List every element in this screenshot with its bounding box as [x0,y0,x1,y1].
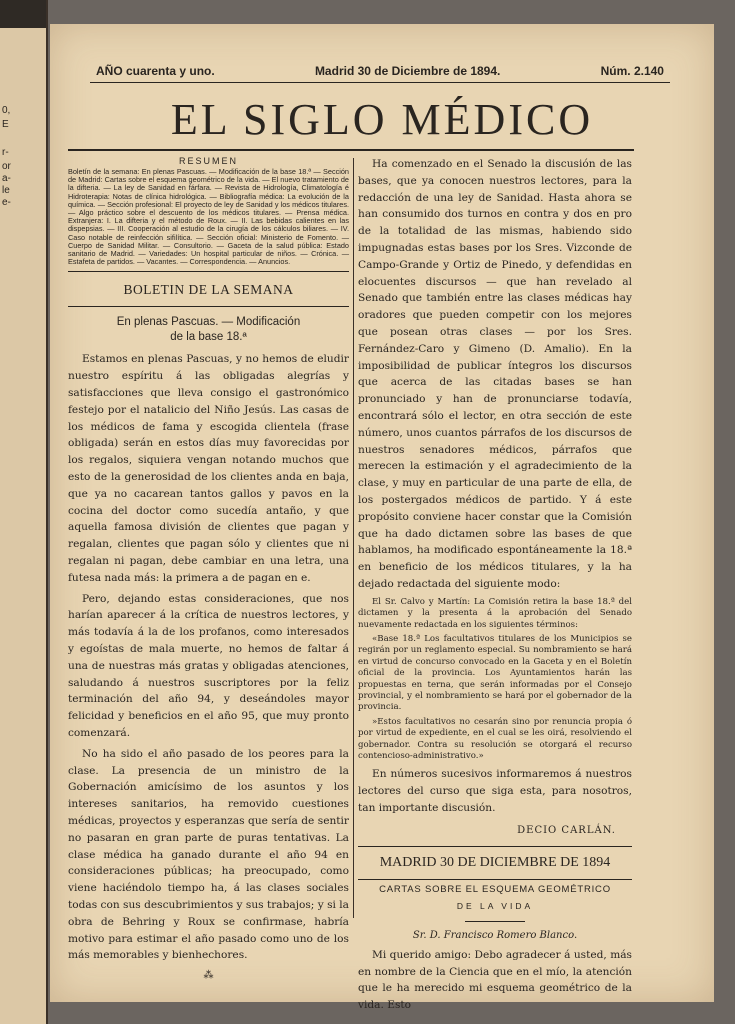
boletin-heading: BOLETIN DE LA SEMANA [123,282,294,298]
resumen-text: Boletín de la semana: En plenas Pascuas. — Modificación de la base 18.ª — Sección de Madrid: Cartas sobre el esquema geométrico de la vida. — El nuevo tratamiento de la difteria. — La ley de Sanidad en fárfara. — Revista de Hidrología, Climatología é Hidroterapia: Notas de clínica hidrológica. — Bibliografía médica: La evolución de la química. — Sección profesional: El proyecto de ley de Sanidad y los médicos titulares. — Algo práctico sobre el descuento de los médicos titulares. — Prensa médica. Extranjera: I. La difteria y el método de Roux. — II. Las bebidas calientes en las dispepsias. — III. Cooperación al estudio de la cirugía de los cálculos biliares. — IV. Caso notable de reinfección sifilítica. — Sección oficial: Ministerio de Fomento. — Cuerpo de Sanidad Militar. — Consultorio. — Gaceta de la salud pública: Estado sanitario de Madrid. — Variedades: Un hospital particular de niños. — Crónica. — Estafeta de partidos. — Vacantes. — Correspondencia. — Anuncios. [68,167,349,267]
masthead-number: Núm. 2.140 [600,64,664,78]
quote-paragraph: »Estos facultativos no cesarán sino por renuncia propia ó por virtud de expediente, en el cual se les oirá, resolviendo el gobernador. Contra su resolución se otorgará el recurso contencioso-administrativo.» [358,716,632,761]
resumen-rule [68,271,349,272]
masthead-year: AÑO cuarenta y uno. [96,64,215,78]
short-rule [465,921,525,922]
strip-fragment: r- [2,147,9,158]
vida-subheading: DE LA VIDA [456,900,534,911]
salutation: Sr. D. Francisco Romero Blanco. [412,929,578,941]
strip-fragment: e- [2,197,11,208]
boletin-paragraph: Estamos en plenas Pascuas, y no hemos de eludir nuestro espíritu á las obligadas alegrías y satisfacciones que lleva consigo el gastronómico festejo por el natalicio del Niño Jesús. Las casas de los médicos de fama y escogida clientela (frase obligada) serán en estos días muy favorecidas por los regalos, siquiera vengan notando muchos que esto de la generosidad de los clientes anda en baja, que ya no cacarean tantos gallos y pavos en la cocina del doctor como sucedía antaño, y que aquella famosa división de clientes que pagan y regalan, clientes que pagan sólo y clientes que ni regalan ni pagan, debe cambiar en una letra, una futesa nada más: la primera a de pagan en e. [68,353,349,584]
strip-fragment: or [2,161,11,172]
article-title-line-2: de la base 18.ª [170,331,247,344]
newspaper-page [50,24,714,1012]
scan-edge [0,0,46,28]
resumen-heading: RESUMEN [178,156,238,166]
madrid-heading: MADRID 30 DE DICIEMBRE DE 1894 [379,854,611,870]
article-title-line-1: En plenas Pascuas. — Modificación [116,316,301,329]
section-rule [358,879,632,880]
strip-fragment: 0, [2,105,11,116]
page-title: EL SIGLO MÉDICO [170,95,594,144]
strip-fragment: le [2,185,10,196]
strip-fragment: E [2,119,9,130]
article-heading [68,315,349,345]
senado-paragraph: Ha comenzado en el Senado la discusión de las bases, que ya conocen nuestros lectores, para la redacción de una ley de Sanidad. Hasta ahora se han consumido dos turnos en contra y dos en pro de la totalidad de las mismas, habiendo sido impugnadas estas bases por los Sres. Vizconde de Campo-Grande y Ortiz de Pinedo, y defendidas en elocuentes discursos — que han revelado al Senado que también entre las clases médicas hay oradores que pueden competir con los mejores que posean otras clases — por los Sres. Fernández-Caro y Gimeno (D. Amalio). En la imposibilidad de publicar íntegros los discursos que acerca de las citadas bases se han pronunciado y han de pronunciarse todavía, encontrará sólo el lector, en otra sección de este número, unos cuantos párrafos de los discursos de nuestros senadores médicos, párrafos que merecen la estimación y el agradecimiento de la clase, y muy en particular de una parte de ella, de los postergados médicos de partido. Y á este propósito conviene hacer constar que la Comisión que ha dado dictamen sobre las bases de que hablamos, ha modificado espontáneamente la 18.ª en beneficio de los médicos titulares, y la ha dejado redactada del siguiente modo: [358,158,632,590]
masthead [96,64,664,78]
strip-fragment: a- [2,173,11,184]
cartas-heading: CARTAS SOBRE EL ESQUEMA GEOMÉTRICO [379,883,611,895]
closing-paragraph: En números sucesivos informaremos á nuestros lectores del curso que siga esta, para nosotros, tan importante discusión. [358,768,632,814]
boletin-rule [68,306,349,307]
masthead-rule [90,82,670,83]
quote-paragraph: El Sr. Calvo y Martín: La Comisión retira la base 18.ª del dictamen y la presenta á la aprobación del Senado nuevamente redactada en los siguientes términos: [358,596,632,630]
boletin-paragraph: No ha sido el año pasado de los peores para la clase. La presencia de un ministro de la Gobernación amicísimo de los asuntos y los intereses sanitarios, ha removido cuestiones médicas, proyectos y esperanzas que sería de sentir no pasaran en gran parte de puras tentativas. La clase médica ha ganado durante el año 94 en consideraciones públicas; ha preocupado, como viene haciéndolo tiempo ha, á las clases sociales todas con sus descubrimientos y sus trabajos; y si la obra de Behring y Roux se confirmase, habría motivo para estimar el año pasado como uno de los más memorables y bienhechores. [68,747,349,962]
boletin-paragraph: Pero, dejando estas consideraciones, que nos harían aparecer á la crítica de nuestros lectores, y más todavía á la de los profanos, como interesados y egoístas de mala muerte, no hemos de faltar á una de nuestras más gratas y obligadas atenciones, saludando á nuestros suscriptores por la feliz terminación del año 94, y deseándoles mayor felicidad y beneficios en el año 95, que muy pronto comenzará. [68,592,349,739]
section-rule [358,846,632,847]
letter-paragraph: Mi querido amigo: Debo agradecer á usted, más en nombre de la Ciencia que en el mío, la atención que le ha merecido mi esquema geométrico de la vida. Esto [358,948,632,1012]
right-column [358,156,632,1018]
quote-paragraph: «Base 18.ª Los facultativos titulares de los Municipios se regirán por un reglamento especial. Su nombramiento se hará en virtud de concurso convocado en la Gaceta y en el Boletín oficial de la provincia. Los Ayuntamientos harán las propuestas en terna, que serán informadas por el Consejo provincial, y el nombramiento se hará por el gobernador de la provincia. [358,633,632,713]
asterism-ornament: ⁂ [203,970,214,982]
masthead-date: Madrid 30 de Diciembre de 1894. [314,64,501,78]
title-rule [68,149,634,151]
signature: DECIO CARLÁN. [517,824,616,836]
left-column [68,156,349,981]
column-divider [353,158,354,918]
adjacent-page-strip [0,0,48,1024]
